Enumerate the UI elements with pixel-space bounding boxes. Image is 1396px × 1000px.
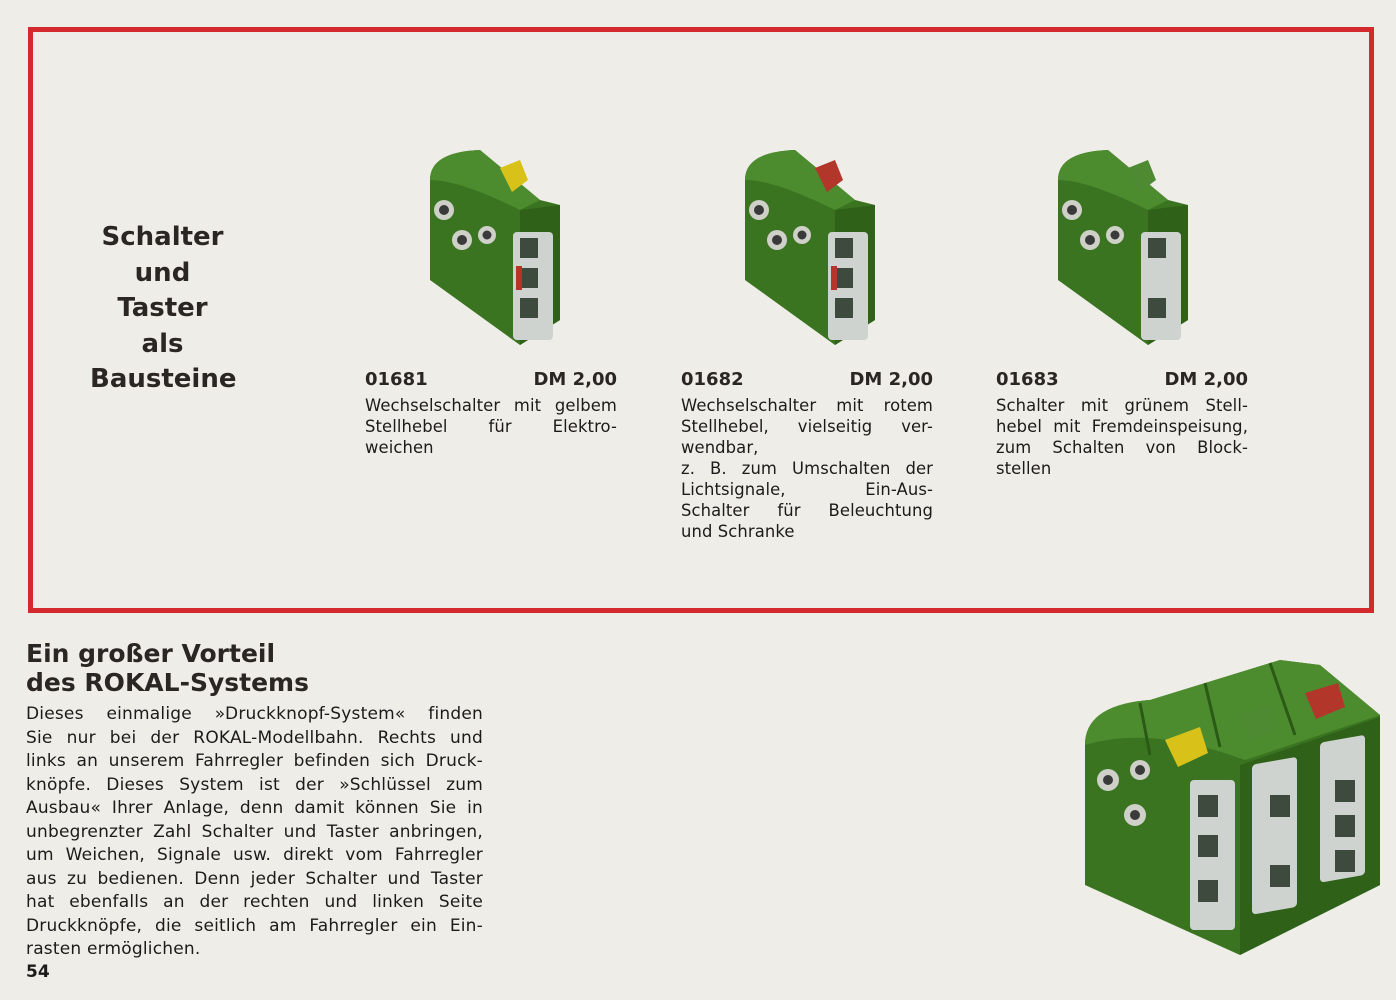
body-line: Druckknöpfe, die seitlich am Fahrregler ein Ein-: [26, 915, 483, 936]
section-title-line: Ein großer Vorteil: [26, 639, 276, 668]
switch-module-01682-image: [735, 140, 880, 350]
body-line: um Weichen, Signale usw. direkt vom Fahrregler: [26, 845, 483, 865]
product-desc-line: Lichtsignale, Ein-Aus-: [681, 480, 933, 499]
product-desc-line: Wechselschalter mit gelbem: [365, 396, 617, 415]
product-price: DM 2,00: [533, 369, 617, 390]
section-title: [26, 639, 506, 697]
product-number: 01683: [996, 369, 1059, 390]
body-line: unbegrenzter Zahl Schalter und Taster anbringen,: [26, 821, 483, 842]
combined-switch-assembly-image: [1080, 655, 1380, 965]
product-desc-line: hebel mit Fremdeinspeisung,: [996, 417, 1248, 436]
product-desc-line: stellen: [996, 459, 1052, 478]
product-desc-line: wendbar,: [681, 438, 759, 457]
switch-module-01681-image: [420, 140, 565, 350]
side-title-line: und: [134, 257, 191, 288]
product-number: 01682: [681, 369, 744, 390]
product-desc-line: weichen: [365, 438, 434, 457]
product-01682: [681, 368, 933, 542]
side-title-line: Schalter: [101, 222, 224, 252]
switch-module-01683-image: [1048, 140, 1193, 350]
side-title: [90, 220, 235, 398]
product-price: DM 2,00: [1164, 369, 1248, 390]
body-line: hat ebenfalls an der rechten und linken Seite: [26, 892, 483, 912]
page-number: 54: [26, 962, 50, 982]
body-line: aus zu bedienen. Denn jeder Schalter und Taster: [26, 868, 483, 889]
section-body: [26, 703, 483, 962]
product-number: 01681: [365, 369, 428, 390]
product-desc-line: Schalter für Beleuchtung: [681, 501, 933, 520]
product-desc-line: z. B. zum Umschalten der: [681, 459, 933, 478]
body-line: links an unserem Fahrregler befinden sich Druck-: [26, 751, 483, 771]
product-desc-line: zum Schalten von Block-: [996, 438, 1248, 457]
side-title-line: als: [141, 328, 184, 359]
product-desc-line: Stellhebel, vielseitig ver-: [681, 417, 933, 436]
body-line: Ausbau« Ihrer Anlage, denn damit können Sie in: [26, 798, 483, 818]
product-desc-line: Schalter mit grünem Stell-: [996, 396, 1248, 415]
body-line: Dieses einmalige »Druckknopf-System« finden: [26, 704, 483, 724]
product-01681: [365, 368, 617, 458]
section-title-line: des ROKAL-Systems: [26, 668, 309, 697]
side-title-line: Bausteine: [90, 364, 237, 394]
side-title-line: Taster: [117, 293, 208, 323]
body-line: rasten ermöglichen.: [26, 939, 201, 959]
product-01683: [996, 368, 1248, 479]
product-desc-line: Wechselschalter mit rotem: [681, 396, 933, 415]
product-desc-line: und Schranke: [681, 522, 795, 541]
product-price: DM 2,00: [849, 369, 933, 390]
body-line: knöpfe. Dieses System ist der »Schlüssel zum: [26, 774, 483, 795]
product-desc-line: Stellhebel für Elektro-: [365, 417, 617, 436]
body-line: Sie nur bei der ROKAL-Modellbahn. Rechts und: [26, 727, 483, 748]
